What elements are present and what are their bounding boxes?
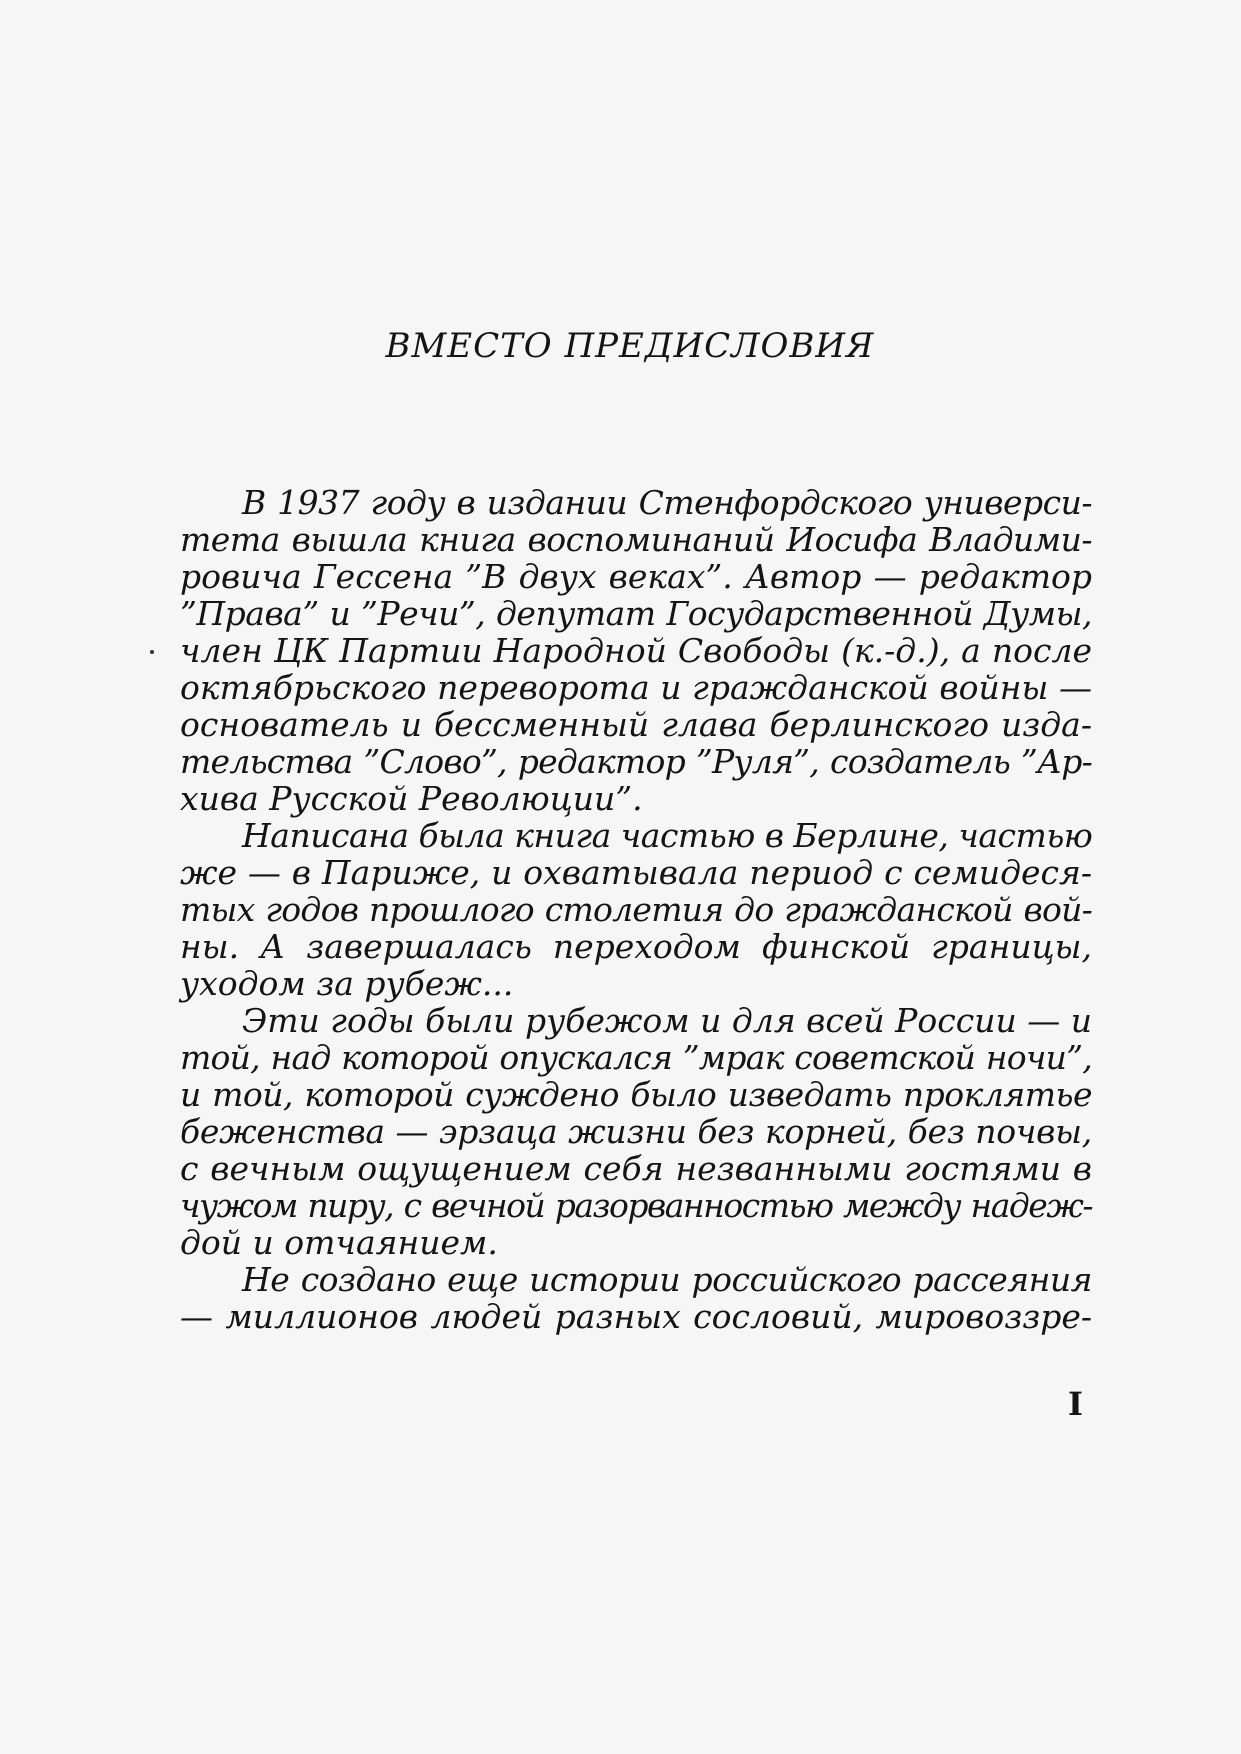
text-line: Не создано еще истории российского рассеяния: [242, 1260, 1092, 1299]
text-line: октябрьского переворота и гражданской войны —: [180, 668, 1092, 707]
text-line: тых годов прошлого столетия до гражданской вой-: [180, 890, 1092, 929]
text-line: дой и отчаянием.: [180, 1223, 498, 1262]
text-line: ”Права” и ”Речи”, депутат Государственной Думы,: [180, 594, 1092, 633]
text-line: с вечным ощущением себя незванными гостями в: [180, 1149, 1092, 1188]
text-line: В 1937 году в издании Стенфордского универси-: [242, 483, 1092, 522]
text-line: тельства ”Слово”, редактор ”Руля”, создатель ”Ар-: [180, 742, 1092, 781]
scan-speck: [150, 650, 154, 654]
text-line: основатель и бессменный глава берлинского изда-: [180, 705, 1092, 744]
text-line: ны. А завершалась переходом финской границы,: [180, 927, 1092, 966]
text-line: член ЦК Партии Народной Свободы (к.-д.), а после: [180, 631, 1092, 670]
text-line: Написана была книга частью в Берлине, частью: [242, 816, 1093, 855]
text-line: чужом пиру, с вечной разорванностью между надеж-: [180, 1186, 1092, 1225]
body-text: [180, 484, 1092, 1335]
text-line: ровича Гессена ”В двух веках”. Автор — редактор: [180, 557, 1092, 596]
page-number: I: [1068, 1385, 1083, 1423]
text-line: той, над которой опускался ”мрак советской ночи”,: [180, 1038, 1092, 1077]
text-line: тета вышла книга воспоминаний Иосифа Владими-: [180, 520, 1092, 559]
text-line: же — в Париже, и охватывала период с семидеся-: [180, 853, 1092, 892]
page-title: ВМЕСТО ПРЕДИСЛОВИЯ: [385, 326, 875, 366]
text-line: уходом за рубеж...: [180, 964, 514, 1003]
text-line: беженства — эрзаца жизни без корней, без почвы,: [180, 1112, 1092, 1151]
text-line: и той, которой суждено было изведать проклятье: [180, 1075, 1092, 1114]
text-line: Эти годы были рубежом и для всей России — и: [242, 1001, 1092, 1040]
text-line: — миллионов людей разных сословий, мировоззре-: [180, 1297, 1092, 1336]
text-line: хива Русской Революции”.: [180, 779, 643, 818]
